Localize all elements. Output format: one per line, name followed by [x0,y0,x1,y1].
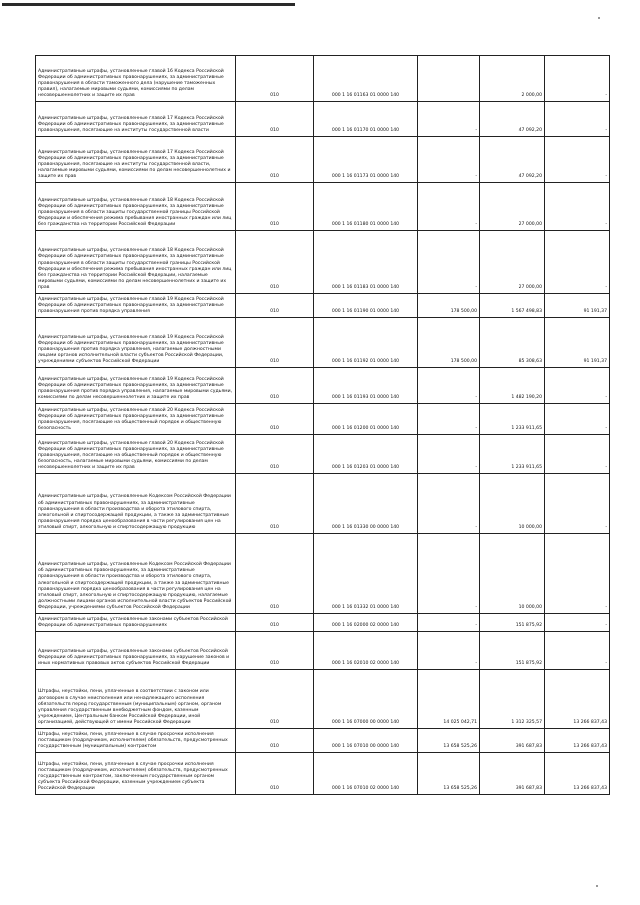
unexecuted-amount-cell: 13 266 837,43 [545,753,610,795]
report-body [36,56,610,795]
income-name-cell: Административные штрафы, установленные главой 16 Кодекса Российской Федерации об административных правонарушениях, за административные правонарушения в области таможенного дела (нарушение таможенных правил), налагаемые мировыми судьями, комиссиями по делам несовершеннолетних и защите их прав [36,56,236,102]
table-row [36,670,610,729]
line-code-cell: 010 [236,137,314,183]
approved-amount-cell: - [418,435,480,474]
line-code-cell: 010 [236,435,314,474]
scan-speck [598,17,600,19]
income-name-cell: Административные штрафы, установленные главой 17 Кодекса Российской Федерации об административных правонарушениях, за административные правонарушения, посягающие на институты государственной власти, налагаемые мировыми судьями, комиссиями по делам несовершеннолетних и защите их прав [36,137,236,183]
income-name-cell: Административные штрафы, установленные законами субъектов Российской Федерации об административных правонарушениях, за нарушение законов и иных нормативных правовых актов субъектов Российской Федерации [36,632,236,670]
executed-amount-cell: 391 687,83 [480,753,545,795]
table-row [36,137,610,183]
table-row [36,294,610,318]
line-code-cell: 010 [236,318,314,368]
approved-amount-cell: - [418,231,480,294]
income-name-cell: Административные штрафы, установленные главой 19 Кодекса Российской Федерации об административных правонарушениях, за административные правонарушения против порядка управления [36,294,236,318]
unexecuted-amount-cell: - [545,435,610,474]
executed-amount-cell: 1 482 190,20 [480,368,545,404]
approved-amount-cell: - [418,102,480,137]
budget-code-cell: 000 1 16 01190 01 0000 140 [314,294,418,318]
approved-amount-cell: 178 500,00 [418,294,480,318]
approved-amount-cell: - [418,404,480,435]
table-row [36,56,610,102]
income-name-cell: Административные штрафы, установленные главой 20 Кодекса Российской Федерации об административных правонарушениях, за административные правонарушения, посягающие на общественный порядок и общественную безопасность, налагаемые мировыми судьями, комиссиями по делам несовершеннолетних и защите их прав [36,435,236,474]
table-row [36,404,610,435]
budget-code-cell: 000 1 16 01200 01 0000 140 [314,404,418,435]
budget-code-cell: 000 1 16 02010 02 0000 140 [314,632,418,670]
executed-amount-cell: 1 312 325,57 [480,670,545,729]
line-code-cell: 010 [236,368,314,404]
budget-code-cell: 000 1 16 02000 02 0000 140 [314,614,418,632]
executed-amount-cell: 391 687,83 [480,729,545,753]
line-code-cell: 010 [236,670,314,729]
line-code-cell: 010 [236,474,314,534]
budget-code-cell: 000 1 16 07010 02 0000 140 [314,753,418,795]
approved-amount-cell: - [418,474,480,534]
line-code-cell: 010 [236,56,314,102]
unexecuted-amount-cell: - [545,102,610,137]
unexecuted-amount-cell: - [545,368,610,404]
unexecuted-amount-cell: 13 266 837,43 [545,670,610,729]
income-name-cell: Административные штрафы, установленные главой 18 Кодекса Российской Федерации об административных правонарушениях, за административные правонарушения в области защиты государственной границы Российской Федерации и обеспечения режима пребывания иностранных граждан или лиц без гражданства на территории Российской Федерации [36,183,236,231]
line-code-cell: 010 [236,294,314,318]
budget-code-cell: 000 1 16 01170 01 0000 140 [314,102,418,137]
budget-code-cell: 000 1 16 01203 01 0000 140 [314,435,418,474]
header-rule [2,3,295,6]
table-row [36,534,610,614]
income-report-table [35,55,610,795]
budget-code-cell: 000 1 16 01330 00 0000 140 [314,474,418,534]
unexecuted-amount-cell: - [545,474,610,534]
table-row [36,318,610,368]
approved-amount-cell: 13 658 525,26 [418,729,480,753]
unexecuted-amount-cell: - [545,614,610,632]
table-row [36,753,610,795]
unexecuted-amount-cell: - [545,231,610,294]
line-code-cell: 010 [236,404,314,435]
executed-amount-cell: 47 092,20 [480,102,545,137]
approved-amount-cell: 14 025 042,71 [418,670,480,729]
approved-amount-cell: - [418,368,480,404]
line-code-cell: 010 [236,231,314,294]
approved-amount-cell: - [418,183,480,231]
unexecuted-amount-cell: 13 266 837,43 [545,729,610,753]
unexecuted-amount-cell: - [545,404,610,435]
executed-amount-cell: 27 000,00 [480,183,545,231]
approved-amount-cell [418,56,480,102]
executed-amount-cell: 1 233 911,65 [480,435,545,474]
table-row [36,435,610,474]
income-name-cell: Административные штрафы, установленные Кодексом Российской Федерации об административных правонарушениях, за административные правонарушения в области производства и оборота этилового спирта, алкогольной и спиртосодержащей продукции, а также за административные правонарушения порядка ценообразования в части регулирования цен на этиловый спирт, алкогольную и спиртосодержащую продукцию [36,474,236,534]
scan-speck [596,885,598,887]
budget-code-cell: 000 1 16 01332 01 0000 140 [314,534,418,614]
budget-code-cell: 000 1 16 07010 00 0000 140 [314,729,418,753]
unexecuted-amount-cell: - [545,183,610,231]
executed-amount-cell: 151 875,92 [480,632,545,670]
line-code-cell: 010 [236,614,314,632]
approved-amount-cell: - [418,632,480,670]
income-name-cell: Штрафы, неустойки, пени, уплаченные в случае просрочки исполнения поставщиком (подрядчиком, исполнителем) обязательств, предусмотренных государственным контрактом, заключенным государственным органом субъекта Российской Федерации, казенным учреждением субъекта Российской Федерации [36,753,236,795]
income-name-cell: Административные штрафы, установленные главой 17 Кодекса Российской Федерации об административных правонарушениях, за административные правонарушения, посягающие на институты государственной власти [36,102,236,137]
line-code-cell: 010 [236,183,314,231]
income-name-cell: Административные штрафы, установленные главой 19 Кодекса Российской Федерации об административных правонарушениях, за административные правонарушения против порядка управления, налагаемые должностными лицами органов исполнительной власти субъектов Российской Федерации, учреждениями субъектов Российской Федерации [36,318,236,368]
budget-code-cell: 000 1 16 01180 01 0000 140 [314,183,418,231]
executed-amount-cell: 2 000,00 [480,56,545,102]
line-code-cell: 010 [236,632,314,670]
table-row [36,368,610,404]
line-code-cell: 010 [236,534,314,614]
budget-code-cell: 000 1 16 01183 01 0000 140 [314,231,418,294]
unexecuted-amount-cell: 91 191,37 [545,294,610,318]
unexecuted-amount-cell: - [545,137,610,183]
approved-amount-cell: 13 658 525,26 [418,753,480,795]
budget-code-cell: 000 1 16 01193 01 0000 140 [314,368,418,404]
budget-code-cell: 000 1 16 01192 01 0000 140 [314,318,418,368]
income-name-cell: Штрафы, неустойки, пени, уплаченные в случае просрочки исполнения поставщиком (подрядчиком, исполнителем) обязательств, предусмотренных государственным (муниципальным) контрактом [36,729,236,753]
table-row [36,614,610,632]
approved-amount-cell: - [418,534,480,614]
unexecuted-amount-cell: 91 191,37 [545,318,610,368]
executed-amount-cell: 1 233 911,65 [480,404,545,435]
table-row [36,632,610,670]
budget-code-cell: 000 1 16 01173 01 0000 140 [314,137,418,183]
income-name-cell: Административные штрафы, установленные главой 19 Кодекса Российской Федерации об административных правонарушениях, за административные правонарушения против порядка управления, налагаемые мировыми судьями, комиссиями по делам несовершеннолетних и защите их прав [36,368,236,404]
executed-amount-cell: 1 567 498,83 [480,294,545,318]
unexecuted-amount-cell: - [545,632,610,670]
income-name-cell: Административные штрафы, установленные главой 18 Кодекса Российской Федерации об административных правонарушениях, за административные правонарушения в области защиты государственной границы Российской Федерации и обеспечения режима пребывания иностранных граждан или лиц без гражданства на территории Российской Федерации, налагаемые мировыми судьями, комиссиями по делам несовершеннолетних и защите их прав [36,231,236,294]
approved-amount-cell: 178 500,00 [418,318,480,368]
executed-amount-cell: 151 875,92 [480,614,545,632]
executed-amount-cell: 85 308,63 [480,318,545,368]
line-code-cell: 010 [236,729,314,753]
income-name-cell: Административные штрафы, установленные главой 20 Кодекса Российской Федерации об административных правонарушениях, за административные правонарушения, посягающие на общественный порядок и общественную безопасность [36,404,236,435]
table-row [36,729,610,753]
table-row [36,474,610,534]
income-name-cell: Административные штрафы, установленные законами субъектов Российской Федерации об административных правонарушениях [36,614,236,632]
budget-code-cell: 000 1 16 07000 00 0000 140 [314,670,418,729]
executed-amount-cell: 47 092,20 [480,137,545,183]
income-name-cell: Штрафы, неустойки, пени, уплаченные в соответствии с законом или договором в случае неисполнения или ненадлежащего исполнения обязательств перед государственным (муниципальным) органом, органом управления государственным внебюджетным фондом, казенным учреждением, Центральным банком Российской Федерации, иной организацией, действующей от имени Российской Федерации [36,670,236,729]
unexecuted-amount-cell: - [545,56,610,102]
table-row [36,102,610,137]
budget-code-cell: 000 1 16 01163 01 0000 140 [314,56,418,102]
table-row [36,231,610,294]
executed-amount-cell: 27 000,00 [480,231,545,294]
executed-amount-cell: 10 000,00 [480,534,545,614]
approved-amount-cell: - [418,614,480,632]
income-name-cell: Административные штрафы, установленные Кодексом Российской Федерации об административных правонарушениях, за административные правонарушения в области производства и оборота этилового спирта, алкогольной и спиртосодержащей продукции, а также за административные правонарушения порядка ценообразования в части регулирования цен на этиловый спирт, алкогольную и спиртосодержащую продукцию, налагаемые должностными лицами органов исполнительной власти субъектов Российской Федерации, учреждениями субъектов Российской Федерации [36,534,236,614]
executed-amount-cell: 10 000,00 [480,474,545,534]
line-code-cell: 010 [236,102,314,137]
unexecuted-amount-cell: - [545,534,610,614]
line-code-cell: 010 [236,753,314,795]
table-row [36,183,610,231]
approved-amount-cell: - [418,137,480,183]
